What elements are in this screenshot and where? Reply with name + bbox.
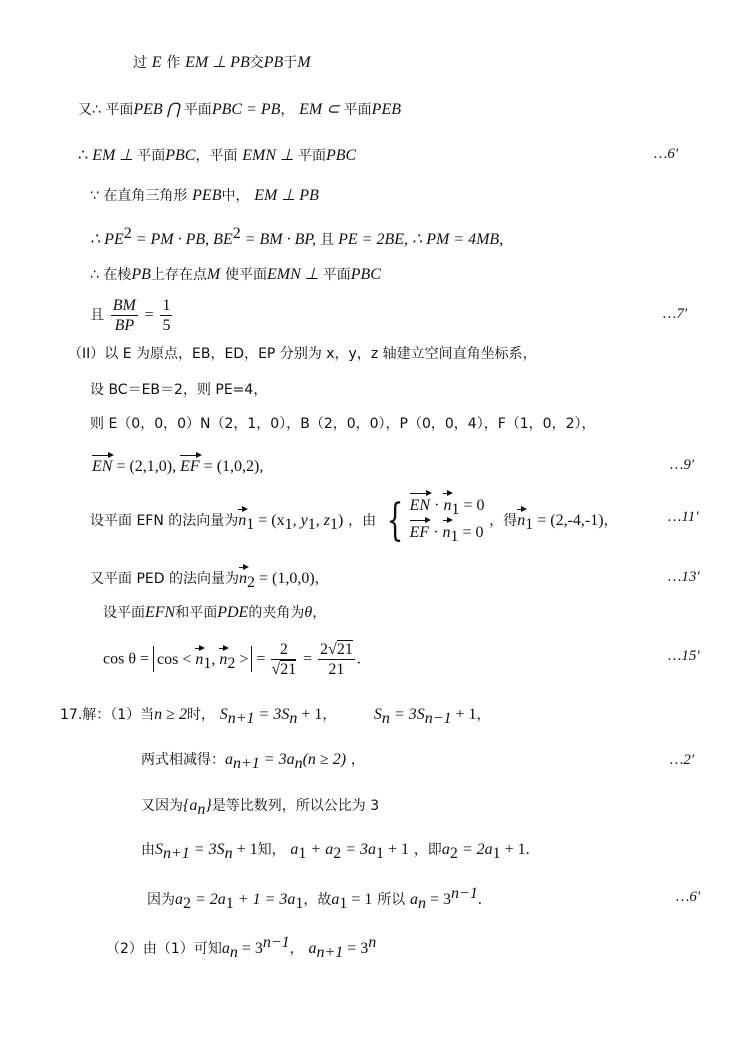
score-marker: …6′ xyxy=(654,146,679,162)
fraction xyxy=(271,640,296,679)
absolute-value xyxy=(153,646,252,672)
t: + 1 xyxy=(500,841,526,858)
t: n ≥ 2 xyxy=(154,706,187,723)
score-marker: …15′ xyxy=(668,648,700,664)
t: , z xyxy=(315,512,330,529)
t: 且 xyxy=(320,232,335,248)
t: . xyxy=(356,650,361,668)
t: PB xyxy=(131,266,151,283)
denominator: 5 xyxy=(162,317,171,334)
t: = 3 xyxy=(237,940,263,957)
t: n−1 xyxy=(424,710,452,727)
t: 1 xyxy=(376,845,384,862)
t: S xyxy=(219,706,228,723)
t: = (1,0,0) xyxy=(254,570,315,587)
t: θ xyxy=(304,604,313,621)
t: 平面 xyxy=(183,102,212,118)
numerator: 1 xyxy=(162,297,171,314)
t: · xyxy=(430,497,444,514)
t: 两式相减得： xyxy=(141,752,225,768)
t: ，故 xyxy=(303,892,332,908)
t: PEB ⋂ xyxy=(133,101,184,118)
t: 中， xyxy=(221,188,250,204)
t: . xyxy=(477,891,482,908)
t: 2 xyxy=(227,654,236,672)
t: n xyxy=(289,710,298,727)
problem-17-line xyxy=(60,704,491,729)
t: S xyxy=(155,841,163,858)
t: n xyxy=(195,650,204,668)
numerator xyxy=(318,640,355,660)
denominator: 21 xyxy=(328,661,345,678)
numerator: BM xyxy=(112,297,136,314)
t: 1 xyxy=(225,895,234,912)
t: = 0 xyxy=(458,524,484,541)
t: + 1 xyxy=(232,841,258,858)
t: + a xyxy=(306,841,334,858)
vector-ef: EF xyxy=(180,458,200,475)
t: 21 xyxy=(280,661,297,678)
t: E xyxy=(151,54,162,71)
t: n xyxy=(517,512,526,529)
t: 且 xyxy=(90,307,104,324)
t: ， xyxy=(312,605,327,621)
t: 于 xyxy=(283,55,298,71)
t: 平面 xyxy=(322,267,351,283)
t: M xyxy=(206,266,221,283)
t: ， xyxy=(603,513,618,529)
t: 由 xyxy=(141,842,155,858)
t: PBC xyxy=(350,266,381,283)
t: a xyxy=(308,940,317,957)
t: ，由 xyxy=(348,513,377,529)
t: n xyxy=(294,755,303,772)
t: = (x xyxy=(254,512,285,529)
t: } xyxy=(205,797,212,814)
t: 1 xyxy=(450,528,459,545)
t: ∴ xyxy=(78,147,93,164)
vector-line xyxy=(92,456,263,477)
score-marker: …13′ xyxy=(668,569,700,585)
t: cos < xyxy=(157,650,196,668)
t: a xyxy=(331,891,340,908)
score-marker: …2′ xyxy=(670,752,695,768)
t: + 1 xyxy=(384,841,410,858)
proof-line-7 xyxy=(90,296,174,335)
normal-vector-efn-line xyxy=(90,494,618,548)
t: 21 xyxy=(336,641,353,658)
t: cos θ = xyxy=(103,650,154,668)
t: = PM · PB, BE xyxy=(131,231,233,248)
t: = (2,1,0), xyxy=(112,458,181,475)
t: ，即 xyxy=(413,842,442,858)
t: = 3S xyxy=(189,841,225,858)
t: , y xyxy=(292,512,308,529)
t: 知， xyxy=(257,842,286,858)
t: + 1 = 3a xyxy=(233,891,296,908)
t: n+1 xyxy=(163,845,190,862)
t: EMN ⊥ xyxy=(242,147,298,164)
t: n+1 xyxy=(227,710,255,727)
t: 平面 xyxy=(343,102,372,118)
t: + 1 xyxy=(451,706,477,723)
t: = 2a xyxy=(191,891,226,908)
t: 时， xyxy=(186,707,215,723)
t: a xyxy=(290,841,299,858)
fraction xyxy=(318,640,355,679)
t: ， xyxy=(289,941,304,957)
t: = 3S xyxy=(254,706,290,723)
angle-line xyxy=(103,602,326,623)
t: = 3S xyxy=(389,706,425,723)
t: a xyxy=(409,891,418,908)
denominator xyxy=(271,660,296,679)
t: 又因为 xyxy=(141,798,183,814)
t: n−1 xyxy=(451,885,478,902)
t: n xyxy=(381,710,390,727)
fraction xyxy=(160,296,172,335)
t: PEB xyxy=(371,101,401,118)
t: EFN xyxy=(145,604,176,621)
t: 上存在点 xyxy=(150,267,207,283)
t: ∵ 在直角三角形 xyxy=(90,188,188,204)
t: ， xyxy=(350,752,365,768)
t: 1 xyxy=(298,845,307,862)
t: n xyxy=(219,650,228,668)
t: 使平面 xyxy=(225,267,268,283)
t: EMN ⊥ xyxy=(267,266,323,283)
t: = 3a xyxy=(341,841,376,858)
t: = xyxy=(303,650,317,668)
t: 2 xyxy=(123,225,132,242)
t: · xyxy=(429,524,443,541)
t: 1 xyxy=(451,501,460,518)
t: S xyxy=(373,706,382,723)
t: EM ⊥ PB xyxy=(185,54,250,71)
t: n xyxy=(443,495,451,517)
equation-row-2 xyxy=(410,521,485,548)
t: √ xyxy=(271,661,281,678)
t: PE = 2BE, ∴ PM = 4MB, xyxy=(334,231,504,248)
t: 1 xyxy=(295,895,304,912)
t: 1 xyxy=(329,516,338,533)
t: 平面 xyxy=(297,148,326,164)
t: ，平面 xyxy=(195,148,238,164)
vector-n2: n xyxy=(238,570,247,587)
t: ，得 xyxy=(489,513,518,529)
numerator: 2 xyxy=(271,640,296,660)
derive-line xyxy=(141,839,530,864)
t: ∴ PE xyxy=(90,231,124,248)
brace-icon: { xyxy=(386,495,404,546)
t: , xyxy=(211,650,220,668)
proof-line-4 xyxy=(90,185,319,206)
t: EM ⊂ xyxy=(299,101,344,118)
t: 又∴ 平面 xyxy=(78,102,134,118)
t: 2√ xyxy=(320,641,337,658)
t: a xyxy=(225,751,233,768)
part-2-line xyxy=(106,933,376,963)
t: = xyxy=(144,306,154,324)
t: 是等比数列，所以公比为 3 xyxy=(211,798,380,814)
t: 和平面 xyxy=(175,605,218,621)
t: ∴ 在棱 xyxy=(90,267,132,283)
t: {a xyxy=(183,797,198,814)
t: ， xyxy=(280,102,295,118)
t: = 2a xyxy=(457,841,493,858)
t: n xyxy=(417,895,426,912)
t: EF xyxy=(410,522,430,544)
t: n+1 xyxy=(233,755,260,772)
t: n xyxy=(443,522,451,544)
t: = 3 xyxy=(425,891,452,908)
vector-n1: n xyxy=(238,512,247,529)
assume-line: 设 BC＝EB＝2，则 PE=4， xyxy=(90,382,268,398)
t: 1 xyxy=(339,895,348,912)
proof-line-6 xyxy=(90,264,381,285)
score-marker: …7′ xyxy=(663,306,688,322)
t: 所以 xyxy=(377,892,406,908)
t: 2 xyxy=(183,895,191,912)
t: + 1 xyxy=(297,706,323,723)
t: > xyxy=(235,650,249,668)
score-marker: …9′ xyxy=(670,457,695,473)
score-marker: …11′ xyxy=(668,509,699,525)
vector-en: EN xyxy=(92,458,113,475)
t: 1 xyxy=(284,516,293,533)
proof-line-3 xyxy=(78,145,356,166)
t: 因为 xyxy=(147,892,175,908)
proof-line-1 xyxy=(133,52,311,73)
t: 1 xyxy=(203,654,212,672)
t: ， xyxy=(476,707,491,723)
t: = 3a xyxy=(259,751,295,768)
t: a xyxy=(221,940,230,957)
t: = 0 xyxy=(459,497,485,514)
t: = (1,0,2), xyxy=(199,458,264,475)
t: （2）由（1）可知 xyxy=(106,941,222,957)
t: PBC xyxy=(325,147,357,164)
t: 过 xyxy=(133,55,147,71)
t: n xyxy=(224,845,233,862)
t: 设平面 EFN 的法向量为 xyxy=(90,513,239,529)
t: n+1 xyxy=(316,944,344,961)
t: PB xyxy=(263,54,284,71)
t: 交 xyxy=(249,55,264,71)
t: 2 xyxy=(232,225,241,242)
denominator: BP xyxy=(114,317,135,334)
proof-line-5 xyxy=(90,224,503,250)
t: EN xyxy=(410,495,430,517)
t: ) xyxy=(337,512,344,529)
t: 作 xyxy=(166,55,181,71)
t: 2 xyxy=(449,845,458,862)
t: EM ⊥ PB xyxy=(254,187,319,204)
coordinates-line: 则 E（0，0，0）N（2，1，0），B（2，0，0），P（0，0，4），F（1，0，2）， xyxy=(90,416,596,432)
t: n−1 xyxy=(262,934,290,951)
t: ， xyxy=(314,571,329,587)
t: 1 xyxy=(246,516,255,533)
t: (n ≥ 2) xyxy=(302,751,347,768)
fraction xyxy=(111,296,138,335)
t: 的夹角为 xyxy=(248,605,305,621)
t: 1 xyxy=(307,516,316,533)
t: = 1 xyxy=(347,891,373,908)
t: 17.解：（1）当 xyxy=(60,707,155,723)
geometric-line xyxy=(141,795,379,820)
subtract-line xyxy=(141,749,365,774)
t: PEB xyxy=(192,187,222,204)
t: . xyxy=(525,841,530,858)
t: a xyxy=(175,891,183,908)
t: = BM · BP, xyxy=(240,231,321,248)
t: = xyxy=(252,650,270,668)
part-ii-heading: （II）以 E 为原点，EB，ED，EP 分别为 x，y，z 轴建立空间直角坐标系， xyxy=(68,346,537,362)
t: a xyxy=(441,841,450,858)
t: n xyxy=(197,801,206,818)
t: 又平面 PED 的法向量为 xyxy=(90,571,239,587)
t: n xyxy=(229,944,238,961)
t: 平面 xyxy=(137,148,166,164)
t: 2 xyxy=(333,845,342,862)
t: ， xyxy=(322,707,337,723)
score-marker: …6′ xyxy=(676,889,701,905)
t: 1 xyxy=(492,845,501,862)
t: PBC = PB xyxy=(211,101,281,118)
t: = (2,-4,-1) xyxy=(533,512,604,529)
t: 1 xyxy=(525,516,534,533)
equation-system xyxy=(410,494,485,548)
result-line xyxy=(147,884,482,914)
proof-line-2 xyxy=(78,99,401,120)
t: PBC xyxy=(165,147,196,164)
t: PDE xyxy=(217,604,249,621)
t: M xyxy=(297,54,311,71)
t: n xyxy=(368,934,377,951)
t: 设平面 xyxy=(103,605,145,621)
t: EM ⊥ xyxy=(92,147,138,164)
normal-vector-ped-line xyxy=(90,568,329,593)
t: = 3 xyxy=(343,940,369,957)
cosine-line xyxy=(103,640,361,679)
t: 2 xyxy=(246,574,255,591)
